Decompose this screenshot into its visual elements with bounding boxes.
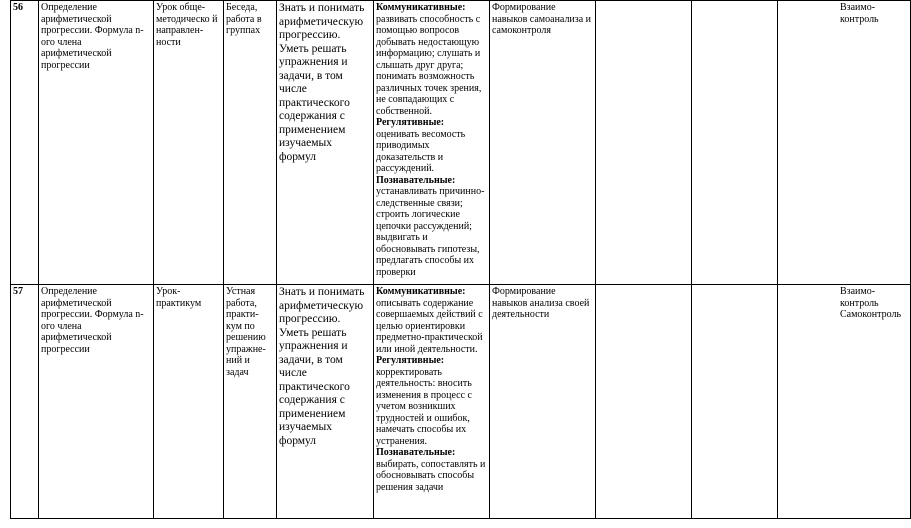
comm-label: Коммуникативные: — [376, 286, 466, 297]
lesson-type: Урок обще-методическо й направлен-ности — [154, 1, 224, 285]
comm-text: развивать способность с помощью вопросов добывать недостающую информацию; слушать и слышать друг друга; понимать возможность различных точек зрения, не совпадающих с собственной. — [376, 13, 482, 117]
table-row — [11, 1, 911, 285]
control-form — [778, 285, 911, 519]
control-text: Взаимо-контроль Самоконтроль — [840, 286, 902, 320]
lesson-topic: Определение арифметической прогрессии. Формула n-ого члена арифметической прогрессии — [39, 1, 154, 285]
empty-cell — [596, 285, 692, 519]
subject-outcomes: Знать и понимать арифметическую прогрессию. Уметь решать упражнения и задачи, в том числе практического содержания с применением изучаемых формул — [277, 1, 374, 285]
reg-label: Регулятивные: — [376, 355, 445, 366]
control-text: Взаимо-контроль — [840, 2, 879, 25]
empty-cell — [596, 1, 692, 285]
subject-outcomes: Знать и понимать арифметическую прогрессию. Уметь решать упражнения и задачи, в том числе практического содержания с применением изучаемых формул — [277, 285, 374, 519]
activity-type: Беседа, работа в группах — [224, 1, 277, 285]
reg-label: Регулятивные: — [376, 117, 445, 128]
activity-type: Устная работа, практи-кум по решению упражне-ний и задач — [224, 285, 277, 519]
cog-label: Познавательные: — [376, 447, 456, 458]
lesson-topic: Определение арифметической прогрессии. Формула n-ого члена арифметической прогрессии — [39, 285, 154, 519]
lesson-number: 57 — [11, 285, 39, 519]
lesson-plan-table — [10, 0, 911, 519]
personal-outcomes: Формирование навыков самоанализа и самоконтроля — [490, 1, 596, 285]
reg-text: оценивать весомость приводимых доказательств и рассуждений. — [376, 128, 466, 174]
cog-label: Познавательные: — [376, 174, 456, 186]
comm-text: описывать содержание совершаемых действий с целью ориентировки предметно-практической или иной деятельности. — [376, 297, 483, 355]
control-form — [778, 1, 911, 285]
cog-text: устанавливать причинно-следственные связи; строить логические цепочки рассуждений; выдвигать и обосновывать гипотезы, предлагать способы их проверки — [376, 186, 485, 278]
personal-outcomes: Формирование навыков анализа своей деятельности — [490, 285, 596, 519]
empty-cell — [692, 1, 778, 285]
lesson-type: Урок-практикум — [154, 285, 224, 519]
cog-text: выбирать, сопоставлять и обосновывать способы решения задачи — [376, 458, 486, 493]
lesson-number: 56 — [11, 1, 39, 285]
empty-cell — [692, 285, 778, 519]
uud-cell — [374, 285, 490, 519]
reg-text: корректировать деятельность: вносить изменения в процесс с учетом возникших трудностей и ошибок, намечать способы их устранения. — [376, 366, 472, 447]
uud-cell — [374, 1, 490, 285]
table-row — [11, 285, 911, 519]
comm-label: Коммуникативные: — [376, 2, 466, 13]
